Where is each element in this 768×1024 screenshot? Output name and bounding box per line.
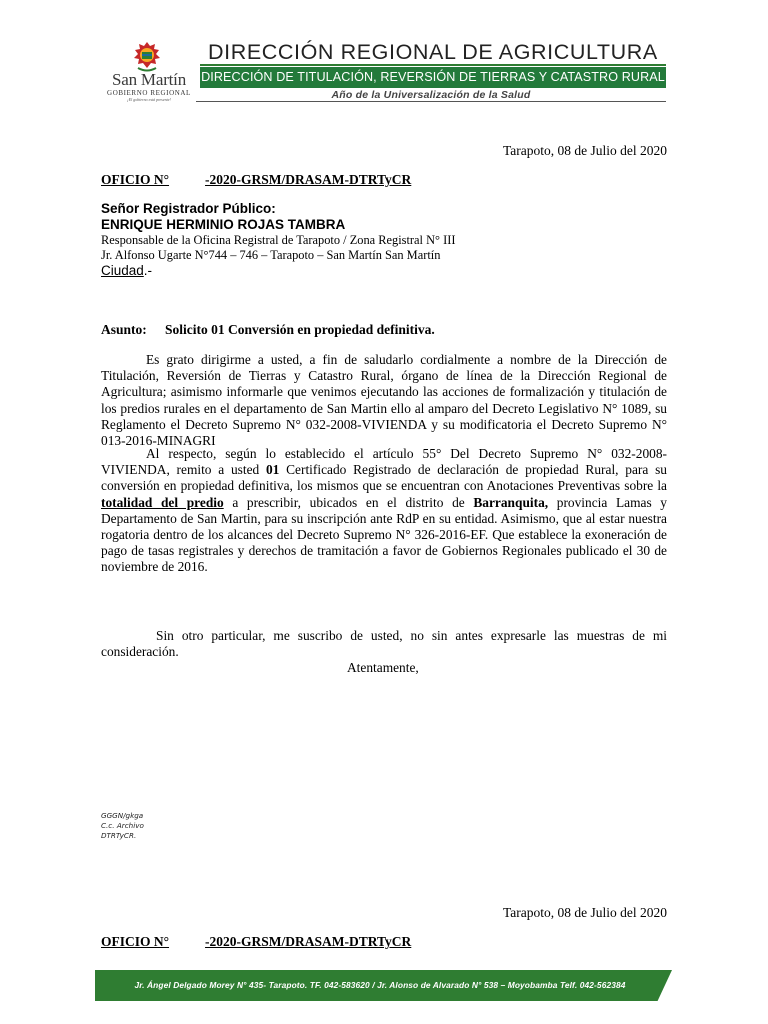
header-divider: [196, 101, 666, 102]
letter-date: Tarapoto, 08 de Julio del 2020: [502, 143, 667, 158]
logo-subtitle: GOBIERNO REGIONAL: [107, 89, 191, 97]
initials-line: DTRTyCR.: [101, 831, 137, 840]
district-name: Barranquita,: [473, 494, 549, 510]
oficio-code: -2020-GRSM/DRASAM-DTRTyCR: [205, 172, 412, 187]
logo-tagline: ¡El gobierno está presente!: [127, 97, 171, 102]
oficio-code: -2020-GRSM/DRASAM-DTRTyCR: [205, 934, 412, 949]
header-title: DIRECCIÓN REGIONAL DE AGRICULTURA: [208, 40, 658, 64]
repeat-oficio-number: [101, 934, 411, 950]
sign-off: Atentamente,: [347, 660, 419, 675]
initials-line: C.c. Archivo: [101, 821, 144, 830]
paragraph-closing: Sin otro particular, me suscribo de usted, no sin antes expresarle las muestras de mi consideración.: [101, 628, 667, 660]
paragraph-request-part: Al respecto, según lo establecido el artículo 55° Del Decreto Supremo N° 032-2008-VIVIENDA, remito a usted: [101, 446, 667, 478]
oficio-number: [101, 172, 411, 188]
footer-address: Jr. Ángel Delgado Morey N° 435- Tarapoto. TF. 042-583620 / Jr. Alonso de Alvarado N° 538 – Moyobamba Telf. 042-562384: [134, 980, 626, 990]
paragraph-intro: Es grato dirigirme a usted, a fin de saludarlo cordialmente a nombre de la Dirección de Titulación, Reversión de Tierras y Catastro Rural, órgano de línea de la Dirección Regional de Agricultura; asimismo informarle que venimos ejecutando las acciones de formalización y titulación de los predios rurales en el departamento de San Martin ello al amparo del Decreto Legislativo N° 1089, su Reglamento el Decreto Supremo N° 032-2008-VIVIENDA y su modificatoria el Decreto Supremo N° 013-2016-MINAGRI: [101, 352, 667, 449]
gobierno-regional-logo: [100, 40, 196, 102]
header-band: DIRECCIÓN DE TITULACIÓN, REVERSIÓN DE TIERRAS Y CATASTRO RURAL: [200, 67, 666, 88]
city-label: Ciudad: [101, 263, 144, 278]
subject-text: Solicito 01 Conversión en propiedad definitiva.: [165, 322, 435, 337]
header-rule: [200, 64, 666, 66]
header-motto: Año de la Universalización de la Salud: [331, 89, 531, 101]
recipient-salutation: Señor Registrador Público:: [101, 201, 276, 216]
reference-initials: [101, 811, 144, 841]
oficio-label: OFICIO N°: [101, 172, 170, 187]
logo-name: San Martín: [111, 70, 187, 89]
recipient-name: ENRIQUE HERMINIO ROJAS TAMBRA: [101, 217, 346, 232]
oficio-label: OFICIO N°: [101, 934, 170, 949]
totalidad-del-predio: totalidad del predio: [101, 494, 224, 510]
paragraph-request-part: a prescribir, ubicados en el distrito de: [223, 494, 474, 510]
recipient-address: Jr. Alfonso Ugarte N°744 – 746 – Tarapoto – San Martín San Martín: [101, 248, 441, 262]
subject-label: Asunto:: [101, 322, 147, 337]
subject-line: [101, 322, 435, 338]
recipient-role: Responsable de la Oficina Registral de Tarapoto / Zona Registral N° III: [101, 233, 456, 247]
paragraph-request-part: provincia Lamas y Departamento de San Martin, para su inscripción ante RdP en su entidad. Asimismo, que al estar nuestra rogatoria dentro de los alcances del Decreto Supremo N° 326-2016-EF. Que establece la exoneración de pago de tasas registrales y derechos de tramitación a favor de Gobiernos Regionales publicado el 30 de noviembre de 2016.: [101, 494, 667, 575]
recipient-city: [101, 263, 152, 278]
paragraph-request-part: Certificado Registrado de declaración de propiedad Rural, para su conversión en propiedad definitiva, los mismos que se encuentran con Anotaciones Preventivas sobre la: [101, 462, 667, 494]
coat-of-arms-icon: [130, 40, 164, 74]
city-suffix: .-: [143, 263, 153, 278]
paragraph-request: [101, 446, 667, 576]
certificate-count: 01: [265, 462, 280, 478]
initials-line: GGGN/gkga: [101, 811, 144, 820]
repeat-date: Tarapoto, 08 de Julio del 2020: [502, 905, 667, 920]
